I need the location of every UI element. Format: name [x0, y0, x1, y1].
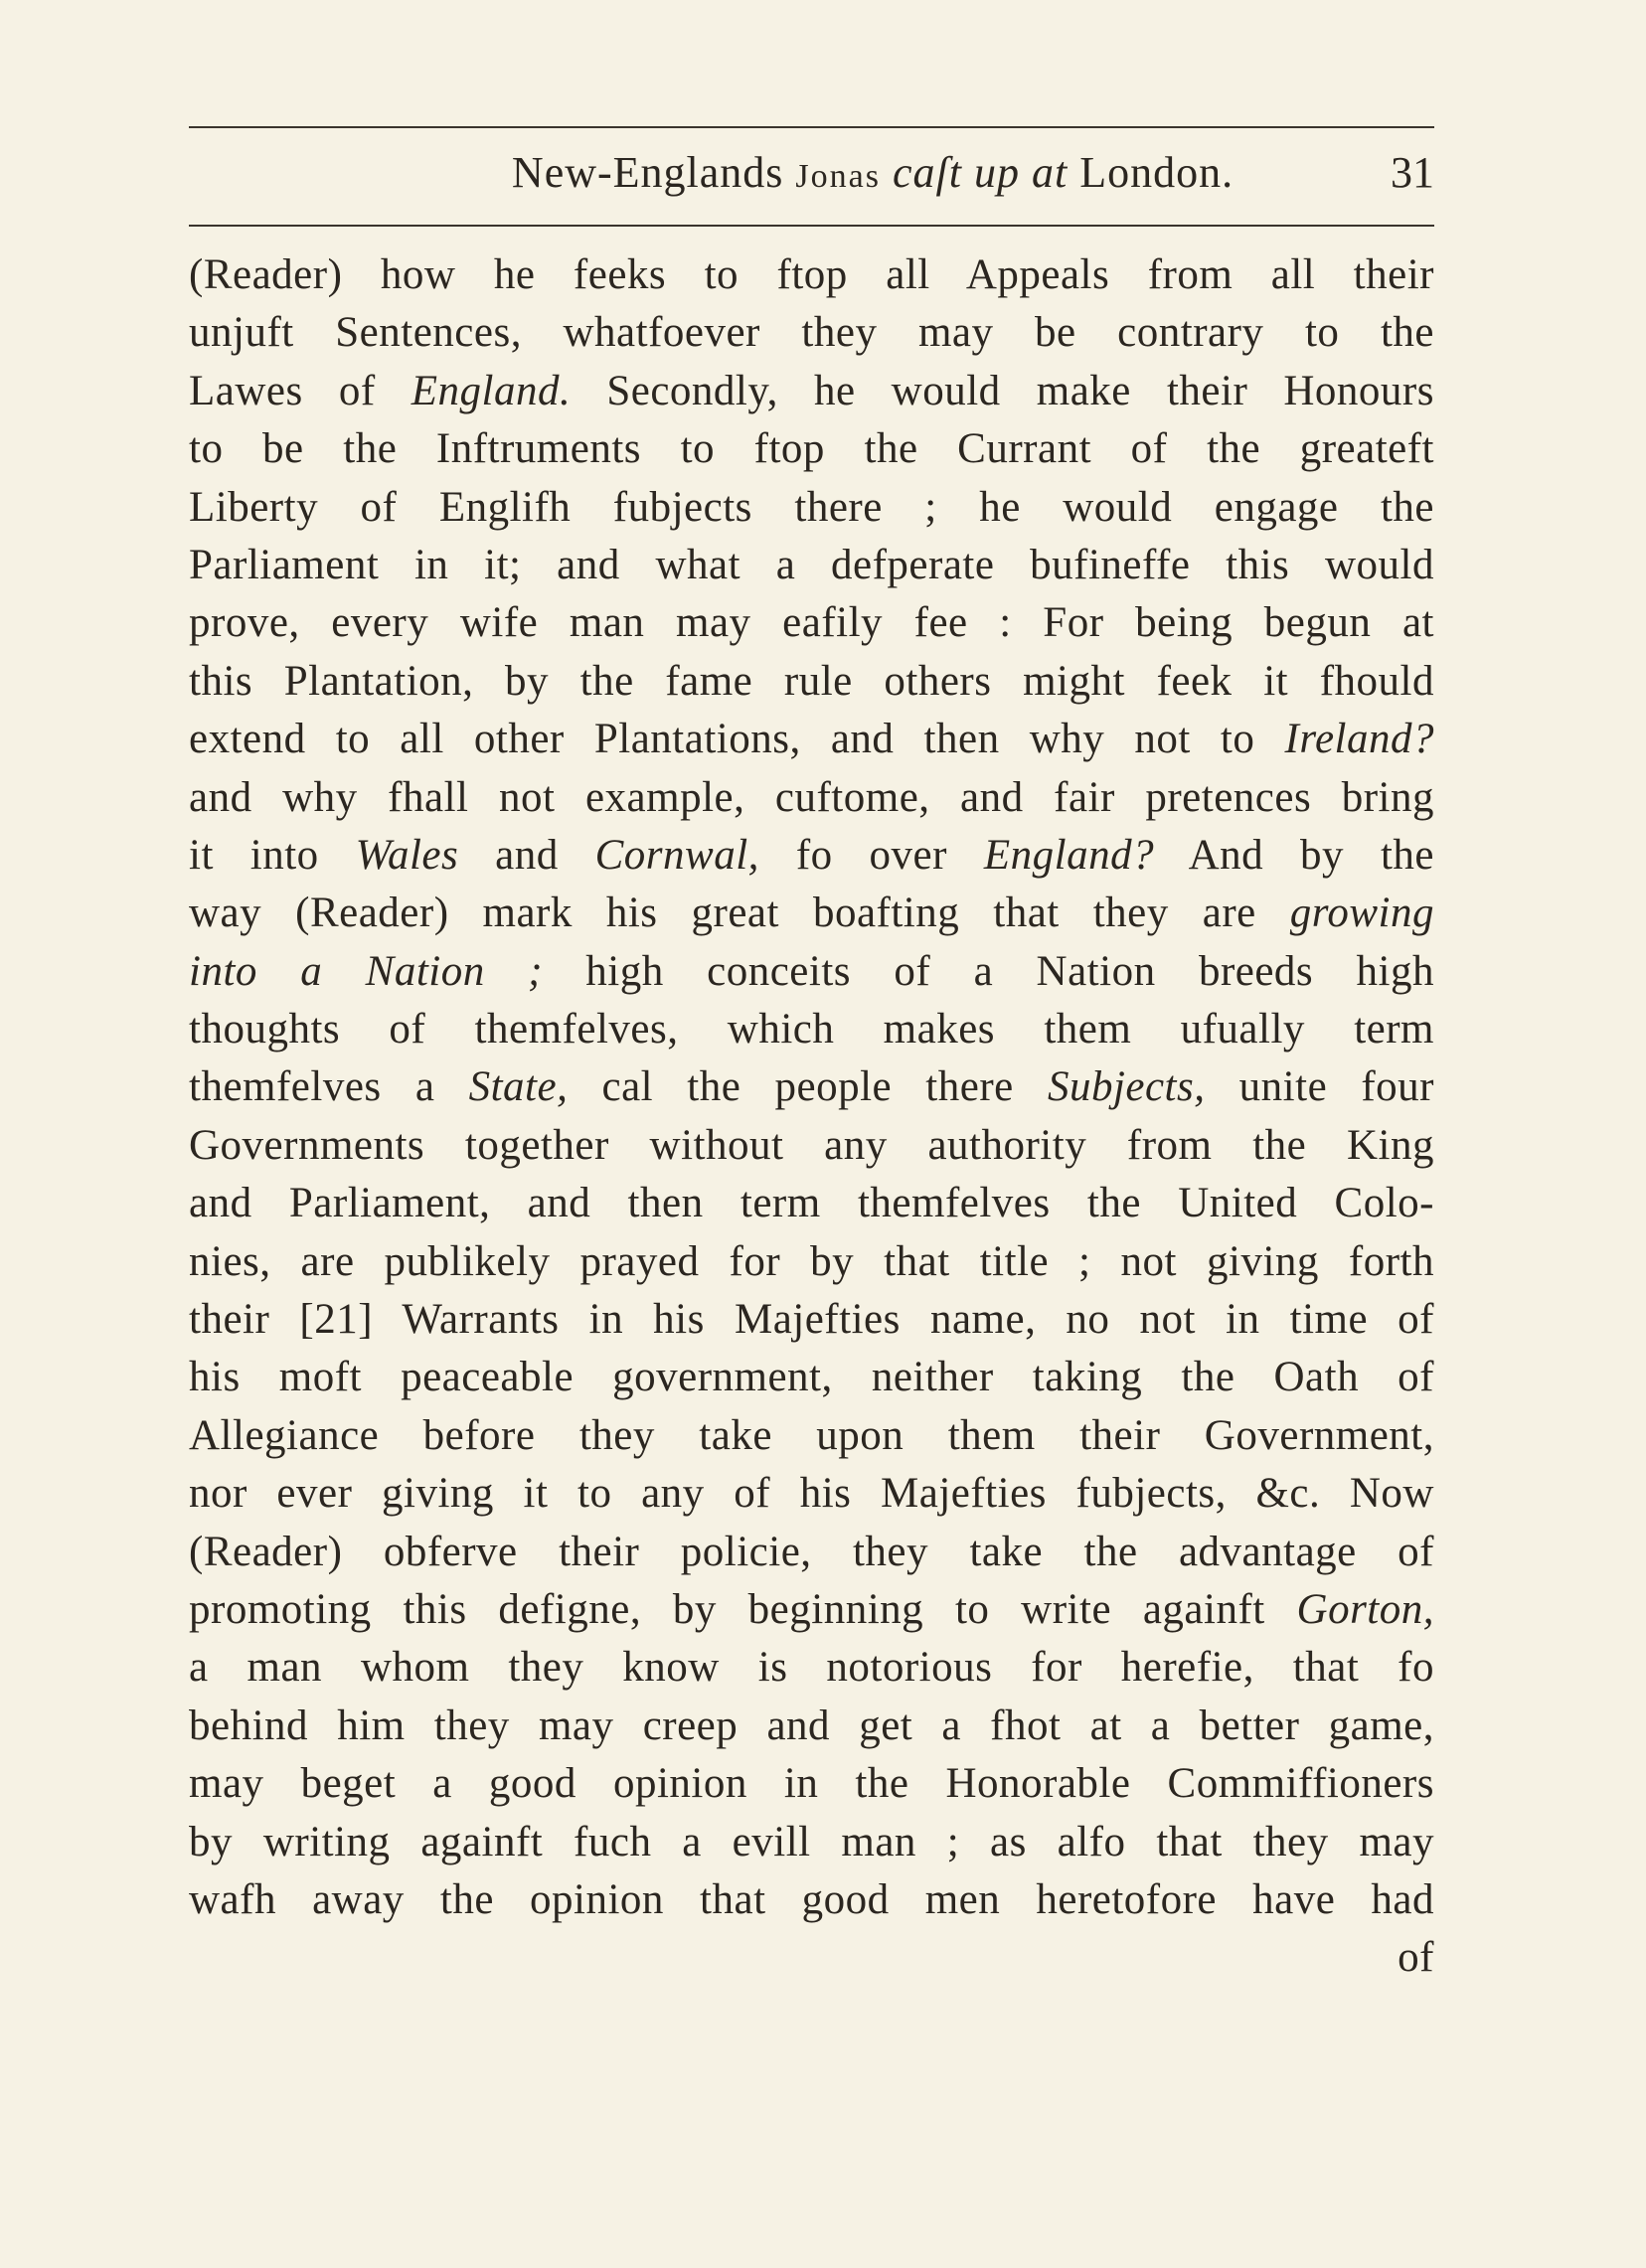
text-line	[189, 1814, 1434, 1871]
italic-text-segment: Ireland?	[1284, 716, 1434, 763]
header-rule-bottom	[189, 225, 1434, 227]
text-segment: and Parliament, and then term themfelves the United Colo-	[189, 1180, 1434, 1227]
text-segment: of	[1398, 1934, 1434, 1982]
text-line	[189, 1349, 1434, 1406]
text-line	[189, 246, 1434, 304]
text-segment: thoughts of themfelves, which makes them ufually term	[189, 1006, 1434, 1053]
text-segment: by writing againft fuch a evill man ; as alfo that they may	[189, 1818, 1434, 1865]
text-segment: (Reader) obferve their policie, they take the advantage of	[189, 1528, 1434, 1575]
text-line	[189, 769, 1434, 827]
text-segment: nor ever giving it to any of his Majefties fubjects, &c. Now	[189, 1470, 1434, 1518]
running-title	[386, 145, 1360, 205]
text-line	[189, 1233, 1434, 1291]
text-segment: And by the	[1154, 831, 1434, 879]
title-part-new-englands: New-Englands	[511, 148, 796, 197]
text-line	[189, 1407, 1434, 1465]
page-number: 31	[1391, 148, 1434, 197]
text-segment: nies, are publikely prayed for by that title ; not giving forth	[189, 1237, 1434, 1285]
text-segment: Parliament in it; and what a defperate bufineffe this would	[189, 541, 1434, 588]
title-space-1	[881, 148, 893, 197]
text-line	[189, 1581, 1434, 1639]
text-segment: promoting this defigne, by beginning to write againft	[189, 1585, 1297, 1633]
title-part-london: London.	[1079, 148, 1234, 197]
text-line	[189, 304, 1434, 362]
text-segment: may beget a good opinion in the Honorable Commiffioners	[189, 1760, 1434, 1808]
text-segment: behind him they may creep and get a fhot at a better game,	[189, 1701, 1434, 1749]
title-part-cast-up-at: caſt up at	[892, 148, 1069, 197]
text-line	[189, 594, 1434, 652]
italic-text-segment: England?	[983, 831, 1155, 879]
text-line	[189, 420, 1434, 478]
text-segment: and why fhall not example, cuftome, and fair pretences bring	[189, 773, 1434, 821]
text-segment: cal the people there	[568, 1063, 1048, 1111]
italic-text-segment: Cornwal,	[594, 831, 759, 879]
text-segment: this Plantation, by the fame rule others might feek it fhould	[189, 657, 1434, 705]
text-segment: and	[458, 831, 595, 879]
italic-text-segment: growing	[1289, 890, 1434, 937]
text-segment: Allegiance before they take upon them their Government,	[189, 1411, 1434, 1459]
text-line	[189, 885, 1434, 942]
title-part-jonas: Jonas	[795, 158, 881, 195]
text-line	[189, 1698, 1434, 1755]
text-line	[189, 363, 1434, 420]
text-line	[189, 1058, 1434, 1116]
text-line	[189, 1755, 1434, 1813]
text-segment: Lawes of	[189, 367, 412, 414]
title-space-2	[1068, 148, 1079, 197]
text-line	[189, 653, 1434, 711]
text-segment: unjuft Sentences, whatfoever they may be contrary to the	[189, 309, 1434, 357]
text-segment: Liberty of Englifh fubjects there ; he would engage the	[189, 483, 1434, 531]
italic-text-segment: State,	[468, 1063, 569, 1111]
text-segment: it into	[189, 831, 356, 879]
text-line	[189, 827, 1434, 885]
text-segment: wafh away the opinion that good men heretofore have had	[189, 1875, 1434, 1923]
text-line	[189, 711, 1434, 768]
body-text	[189, 246, 1434, 1988]
text-line	[189, 1929, 1434, 1987]
text-line	[189, 479, 1434, 537]
italic-text-segment: into a Nation ;	[189, 947, 543, 995]
text-line	[189, 1639, 1434, 1697]
italic-text-segment: Subjects,	[1047, 1063, 1206, 1111]
text-line	[189, 1175, 1434, 1232]
header-rule-top	[189, 126, 1434, 128]
text-segment: fo over	[758, 831, 984, 879]
text-line	[189, 1524, 1434, 1581]
text-segment: high conceits of a Nation breeds high	[542, 947, 1434, 995]
text-segment: Governments together without any authority from the King	[189, 1121, 1434, 1169]
text-segment: Secondly, he would make their Honours	[571, 367, 1434, 414]
text-segment: unite four	[1205, 1063, 1434, 1111]
text-line	[189, 1117, 1434, 1175]
text-segment: prove, every wife man may eafily fee : For being begun at	[189, 599, 1434, 647]
text-segment: themfelves a	[189, 1063, 469, 1111]
text-line	[189, 537, 1434, 594]
text-segment: (Reader) how he feeks to ftop all Appeals from all their	[189, 251, 1434, 298]
text-line	[189, 1001, 1434, 1058]
text-segment: extend to all other Plantations, and then why not to	[189, 716, 1285, 763]
text-line	[189, 1871, 1434, 1929]
text-line	[189, 1465, 1434, 1523]
text-segment: a man whom they know is notorious for herefie, that fo	[189, 1644, 1434, 1692]
text-segment: way (Reader) mark his great boafting that they are	[189, 890, 1290, 937]
italic-text-segment: Wales	[355, 831, 459, 879]
running-head	[189, 145, 1434, 205]
italic-text-segment: Gorton,	[1296, 1585, 1434, 1633]
text-line	[189, 943, 1434, 1001]
italic-text-segment: England.	[411, 367, 572, 414]
text-line	[189, 1291, 1434, 1349]
text-segment: their [21] Warrants in his Majefties name, no not in time of	[189, 1296, 1434, 1344]
text-segment: to be the Inftruments to ftop the Currant of the greateft	[189, 425, 1434, 473]
text-segment: his moft peaceable government, neither taking the Oath of	[189, 1354, 1434, 1401]
